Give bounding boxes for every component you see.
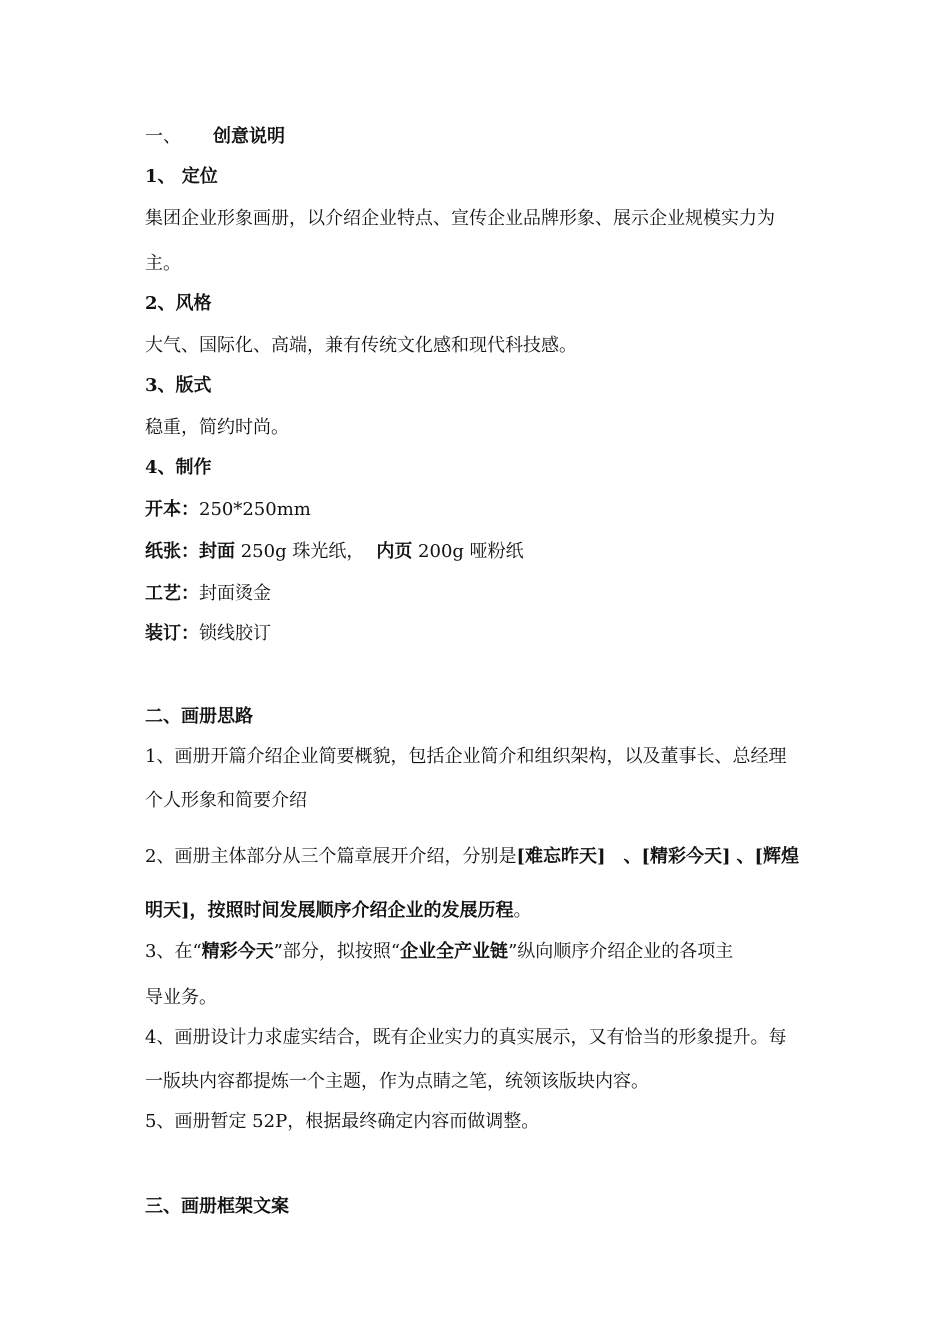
idea-item2-line1-text: 2、画册主体部分从三个篇章展开介绍，分别是 — [145, 846, 517, 867]
spec-binding-label: 装订： — [145, 623, 199, 644]
spec-craft-label: 工艺： — [145, 583, 199, 604]
spec-paper-inner-value: 200g 哑粉纸 — [412, 541, 524, 562]
spec-size-value: 250*250mm — [199, 499, 311, 520]
section2-heading: 二、画册思路 — [145, 706, 253, 727]
idea-item4-line2: 一版块内容都提炼一个主题，作为点睛之笔，统领该版块内容。 — [145, 1071, 649, 1092]
spec-paper-cover-value: 250g 珠光纸， — [235, 541, 365, 562]
idea-item5: 5、画册暂定 52P，根据最终确定内容而做调整。 — [145, 1111, 540, 1132]
idea-item2-chapters: [难忘昨天] 、[精彩今天] — [516, 846, 731, 867]
spec-paper-label: 纸张： — [145, 541, 199, 562]
idea-item3-middle: ”部分，拟按照“ — [273, 941, 401, 962]
idea-item1-line2: 个人形象和简要介绍 — [145, 790, 307, 811]
style-text: 大气、国际化、高端，兼有传统文化感和现代科技感。 — [145, 335, 577, 356]
idea-item3-prefix: 3、在“ — [145, 941, 202, 962]
idea-item2-separator: 、 — [736, 846, 755, 867]
section1-heading-title: 创意说明 — [213, 126, 285, 147]
idea-item1-line1: 1、画册开篇介绍企业简要概貌，包括企业简介和组织架构，以及董事长、总经理 — [145, 746, 787, 767]
positioning-label: 1、 定位 — [145, 166, 218, 187]
idea-item2-line2-bold: 明天]，按照时间发展顺序介绍企业的发展历程 — [145, 900, 514, 921]
spec-paper-cover-label: 封面 — [199, 541, 235, 562]
positioning-text-line2: 主。 — [145, 253, 181, 274]
idea-item3-line2: 导业务。 — [145, 987, 217, 1008]
spec-craft-value: 封面烫金 — [199, 583, 271, 604]
idea-item2-line2-end: 。 — [513, 900, 532, 921]
layout-label: 3、版式 — [145, 375, 212, 396]
spec-binding-value: 锁线胶订 — [199, 623, 271, 644]
spec-size — [145, 498, 311, 522]
idea-item3-chain: 企业全产业链 — [400, 941, 509, 962]
spec-size-label: 开本： — [145, 499, 199, 520]
idea-item3-suffix: ”纵向顺序介绍企业的各项主 — [508, 941, 734, 962]
idea-item2-chapter3-start: [辉煌 — [754, 846, 800, 867]
spec-paper-inner-label: 内页 — [376, 541, 413, 562]
positioning-text-line1: 集团企业形象画册，以介绍企业特点、宣传企业品牌形象、展示企业规模实力为 — [145, 208, 775, 229]
spec-craft — [145, 582, 271, 606]
section1-heading-number: 一、 — [145, 126, 181, 147]
idea-item2-line1 — [145, 845, 799, 869]
idea-item2-line2 — [145, 899, 532, 923]
layout-text: 稳重，简约时尚。 — [145, 417, 289, 438]
section3-heading: 三、画册框架文案 — [145, 1196, 289, 1217]
production-label: 4、制作 — [145, 457, 212, 478]
idea-item4-line1: 4、画册设计力求虚实结合，既有企业实力的真实展示，又有恰当的形象提升。每 — [145, 1027, 787, 1048]
spec-paper — [145, 540, 524, 564]
section1-heading — [145, 125, 285, 149]
style-label: 2、风格 — [145, 293, 212, 314]
idea-item3-line1 — [145, 940, 733, 964]
idea-item3-part: 精彩今天 — [201, 941, 274, 962]
spec-binding — [145, 622, 271, 646]
